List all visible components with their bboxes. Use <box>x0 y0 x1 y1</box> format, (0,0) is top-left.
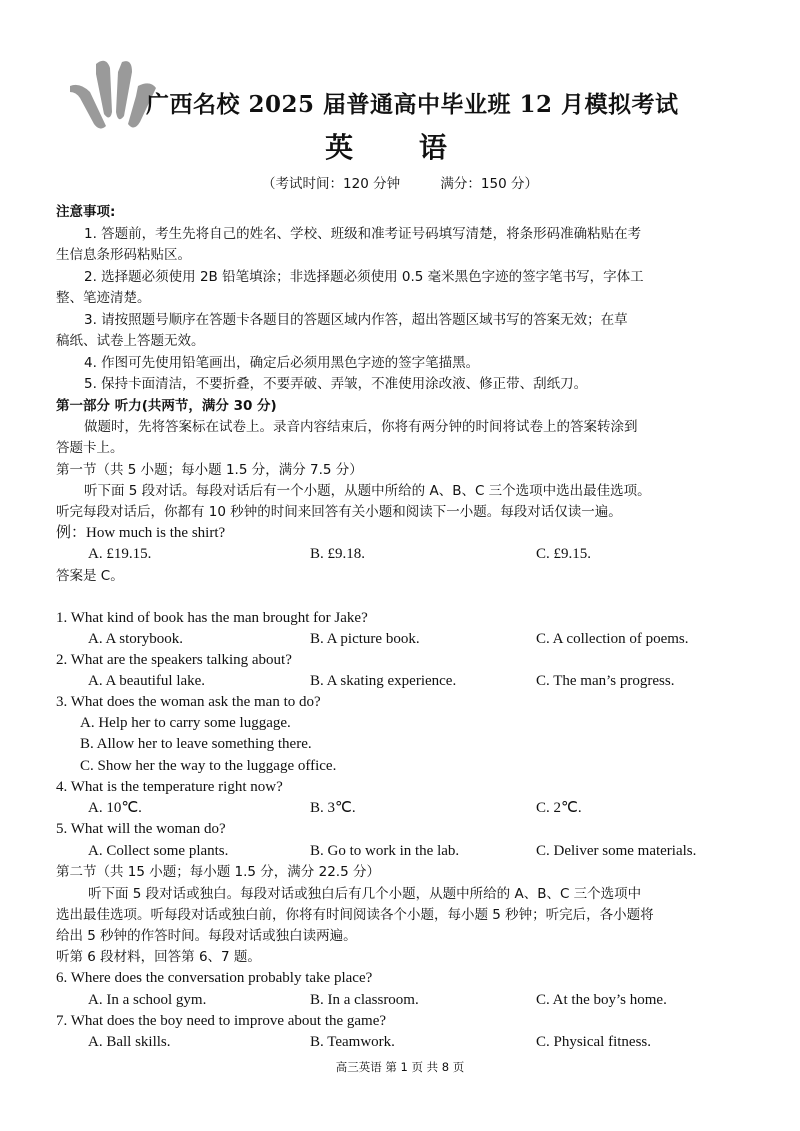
option-a: A. In a school gym. <box>88 992 207 1008</box>
exam-meta <box>0 172 800 192</box>
notice-item: 3. 请按照题号顺序在答题卡各题目的答题区域内作答，超出答题区域书写的答案无效；在草 <box>84 312 628 328</box>
option-a: A. Collect some plants. <box>88 843 229 859</box>
section1-instruction: 听下面 5 段对话。每段对话后有一个小题，从题中所给的 A、B、C 三个选项中选出最佳选项。 <box>84 483 651 499</box>
part1-intro: 做题时，先将答案标在试卷上。录音内容结束后，你将有两分钟的时间将试卷上的答案转涂到 <box>84 419 638 435</box>
notice-item: 生信息条形码粘贴区。 <box>56 247 191 263</box>
option-c: C. The man’s progress. <box>536 673 675 689</box>
option-b: B. A picture book. <box>310 631 420 647</box>
notice-item: 整、笔迹清楚。 <box>56 290 151 306</box>
section2-instruction: 听下面 5 段对话或独白。每段对话或独白后有几个小题，从题中所给的 A、B、C 三个选项中 <box>88 886 642 902</box>
option-a: A. Help her to carry some luggage. <box>80 715 291 731</box>
example-option-a: A. £19.15. <box>88 546 152 562</box>
section1-instruction: 听完每段对话后，你都有 10 秒钟的时间来回答有关小题和阅读下一小题。每段对话仅读一遍。 <box>56 504 622 520</box>
option-c: C. Physical fitness. <box>536 1034 651 1050</box>
exam-time: （考试时间：120 分钟 <box>262 176 401 192</box>
option-a: A. Ball skills. <box>88 1034 171 1050</box>
section2-instruction: 选出最佳选项。听每段对话或独白前，你将有时间阅读各个小题，每小题 5 秒钟；听完后，各小题将 <box>56 907 654 923</box>
notice-item: 1. 答题前，考生先将自己的姓名、学校、班级和准考证号码填写清楚，将条形码准确粘贴在考 <box>84 226 642 242</box>
option-b: B. Go to work in the lab. <box>310 843 460 859</box>
example-question: 例：How much is the shirt? <box>56 525 226 541</box>
example-answer: 答案是 C。 <box>56 568 124 584</box>
page-footer: 高三英语 第 1 页 共 8 页 <box>335 1060 465 1074</box>
notice-item: 4. 作图可先使用铅笔画出，确定后必须用黑色字迹的签字笔描黑。 <box>84 355 480 371</box>
exam-score: 满分：150 分） <box>440 176 538 192</box>
option-b: B. 3℃. <box>310 800 356 816</box>
notice-item: 5. 保持卡面清洁，不要折叠，不要弄破、弄皱，不准使用涂改液、修正带、刮纸刀。 <box>84 376 588 392</box>
option-b: B. Teamwork. <box>310 1034 395 1050</box>
material-note: 听第 6 段材料，回答第 6、7 题。 <box>56 949 261 965</box>
question: 7. What does the boy need to improve about the game? <box>56 1013 387 1029</box>
notice-item: 2. 选择题必须使用 2B 铅笔填涂；非选择题必须使用 0.5 毫米黑色字迹的签字笔书写，字体工 <box>84 269 644 285</box>
option-c: C. 2℃. <box>536 800 582 816</box>
subject-title: 英 语 <box>325 131 475 164</box>
part1-heading: 第一部分 听力(共两节，满分 30 分) <box>56 398 277 414</box>
question: 5. What will the woman do? <box>56 821 226 837</box>
section1-heading: 第一节（共 5 小题；每小题 1.5 分，满分 7.5 分） <box>56 462 363 478</box>
question: 6. Where does the conversation probably take place? <box>56 970 373 986</box>
notice-item: 稿纸、试卷上答题无效。 <box>56 333 205 349</box>
option-a: A. 10℃. <box>88 800 142 816</box>
question: 3. What does the woman ask the man to do? <box>56 694 321 710</box>
option-a: A. A storybook. <box>88 631 184 647</box>
option-b: B. A skating experience. <box>310 673 457 689</box>
question: 4. What is the temperature right now? <box>56 779 283 795</box>
example-option-b: B. £9.18. <box>310 546 366 562</box>
example-option-c: C. £9.15. <box>536 546 592 562</box>
option-c: C. A collection of poems. <box>536 631 689 647</box>
notice-heading: 注意事项: <box>56 204 116 220</box>
option-b: B. In a classroom. <box>310 992 419 1008</box>
option-a: A. A beautiful lake. <box>88 673 206 689</box>
option-c: C. Deliver some materials. <box>536 843 697 859</box>
section2-instruction: 给出 5 秒钟的作答时间。每段对话或独白读两遍。 <box>56 928 357 944</box>
question: 1. What kind of book has the man brought for Jake? <box>56 610 368 626</box>
exam-title: 广西名校 2025 届普通高中毕业班 12 月模拟考试 <box>146 91 679 118</box>
question: 2. What are the speakers talking about? <box>56 652 292 668</box>
option-b: B. Allow her to leave something there. <box>80 736 312 752</box>
part1-intro: 答题卡上。 <box>56 440 124 456</box>
option-c: C. At the boy’s home. <box>536 992 667 1008</box>
section2-heading: 第二节（共 15 小题；每小题 1.5 分，满分 22.5 分） <box>56 864 380 880</box>
option-c: C. Show her the way to the luggage office. <box>80 758 337 774</box>
